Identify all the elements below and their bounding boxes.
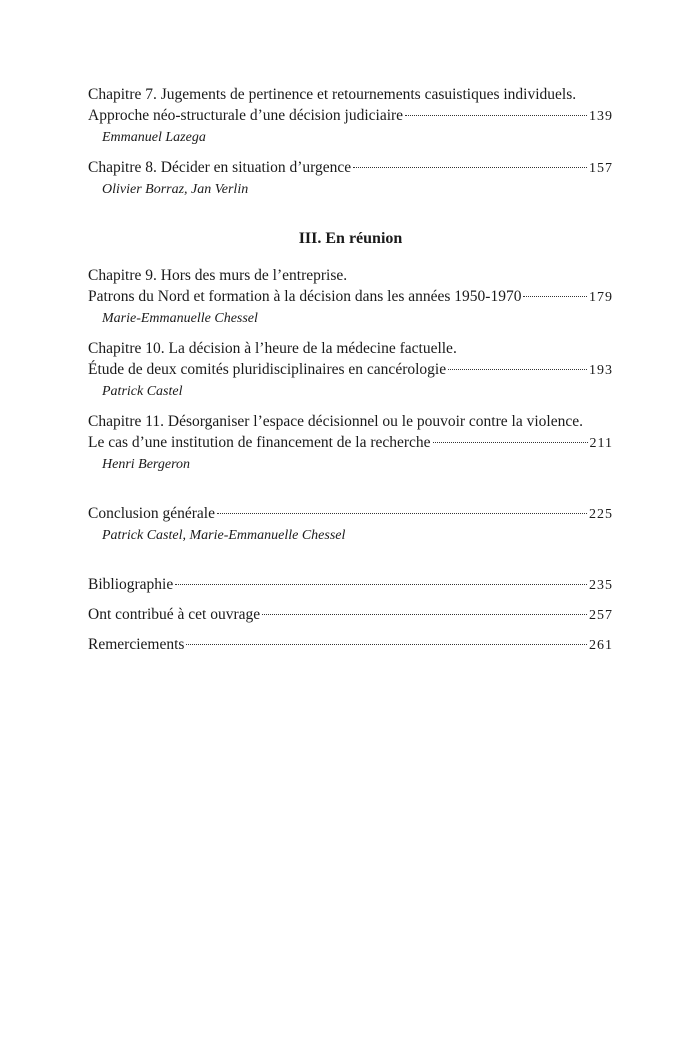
page-number: 211 xyxy=(589,436,613,451)
toc-entry-remerciements[interactable] xyxy=(88,634,613,656)
chapter-author: Henri Bergeron xyxy=(102,457,190,472)
dot-leader xyxy=(523,296,587,297)
dot-leader xyxy=(448,369,587,370)
chapter-subtitle: Le cas d’une institution de financement de la recherche xyxy=(88,434,431,451)
toc-entry-contributors[interactable] xyxy=(88,604,613,626)
table-of-contents xyxy=(88,84,613,664)
toc-entry-conclusion[interactable] xyxy=(88,503,613,546)
toc-entry-chapter-7[interactable] xyxy=(88,84,613,148)
page-number: 235 xyxy=(589,578,613,593)
dot-leader xyxy=(217,513,587,514)
entry-title: Bibliographie xyxy=(88,576,174,593)
chapter-title-line: Chapitre 7. Jugements de pertinence et retournements casuistiques individuels. xyxy=(88,86,577,103)
entry-title: Ont contribué à cet ouvrage xyxy=(88,606,261,623)
chapter-title-line: Chapitre 8. Décider en situation d’urgence xyxy=(88,159,352,176)
page-number: 261 xyxy=(589,638,613,653)
dot-leader xyxy=(353,167,587,168)
dot-leader xyxy=(405,115,587,116)
dot-leader xyxy=(262,614,587,615)
dot-leader xyxy=(433,442,588,443)
toc-entry-chapter-11[interactable] xyxy=(88,411,613,475)
toc-entry-chapter-9[interactable] xyxy=(88,265,613,329)
page-number: 157 xyxy=(589,161,613,176)
entry-title: Remerciements xyxy=(88,636,185,653)
chapter-title-line: Chapitre 9. Hors des murs de l’entreprise. xyxy=(88,267,348,284)
chapter-subtitle: Patrons du Nord et formation à la décision dans les années 1950-1970 xyxy=(88,288,522,305)
chapter-author: Patrick Castel xyxy=(102,384,183,399)
chapter-author: Emmanuel Lazega xyxy=(102,130,206,145)
page-number: 193 xyxy=(589,363,613,378)
page-number: 139 xyxy=(589,109,613,124)
chapter-author: Patrick Castel, Marie-Emmanuelle Chessel xyxy=(102,528,346,543)
section-heading: III. En réunion xyxy=(298,230,403,247)
page-number: 225 xyxy=(589,507,613,522)
page-number: 179 xyxy=(589,290,613,305)
entry-title: Conclusion générale xyxy=(88,505,215,522)
chapter-subtitle: Approche néo-structurale d’une décision judiciaire xyxy=(88,107,404,124)
toc-entry-chapter-10[interactable] xyxy=(88,338,613,402)
toc-entry-bibliographie[interactable] xyxy=(88,574,613,596)
chapter-subtitle: Étude de deux comités pluridisciplinaires en cancérologie xyxy=(88,361,447,378)
chapter-author: Marie-Emmanuelle Chessel xyxy=(102,311,258,326)
chapter-title-line: Chapitre 11. Désorganiser l’espace décisionnel ou le pouvoir contre la violence. xyxy=(88,413,583,430)
dot-leader xyxy=(186,644,587,645)
toc-entry-chapter-8[interactable] xyxy=(88,157,613,200)
chapter-title-line: Chapitre 10. La décision à l’heure de la médecine factuelle. xyxy=(88,340,457,357)
dot-leader xyxy=(175,584,587,585)
chapter-author: Olivier Borraz, Jan Verlin xyxy=(102,182,249,197)
page-number: 257 xyxy=(589,608,613,623)
